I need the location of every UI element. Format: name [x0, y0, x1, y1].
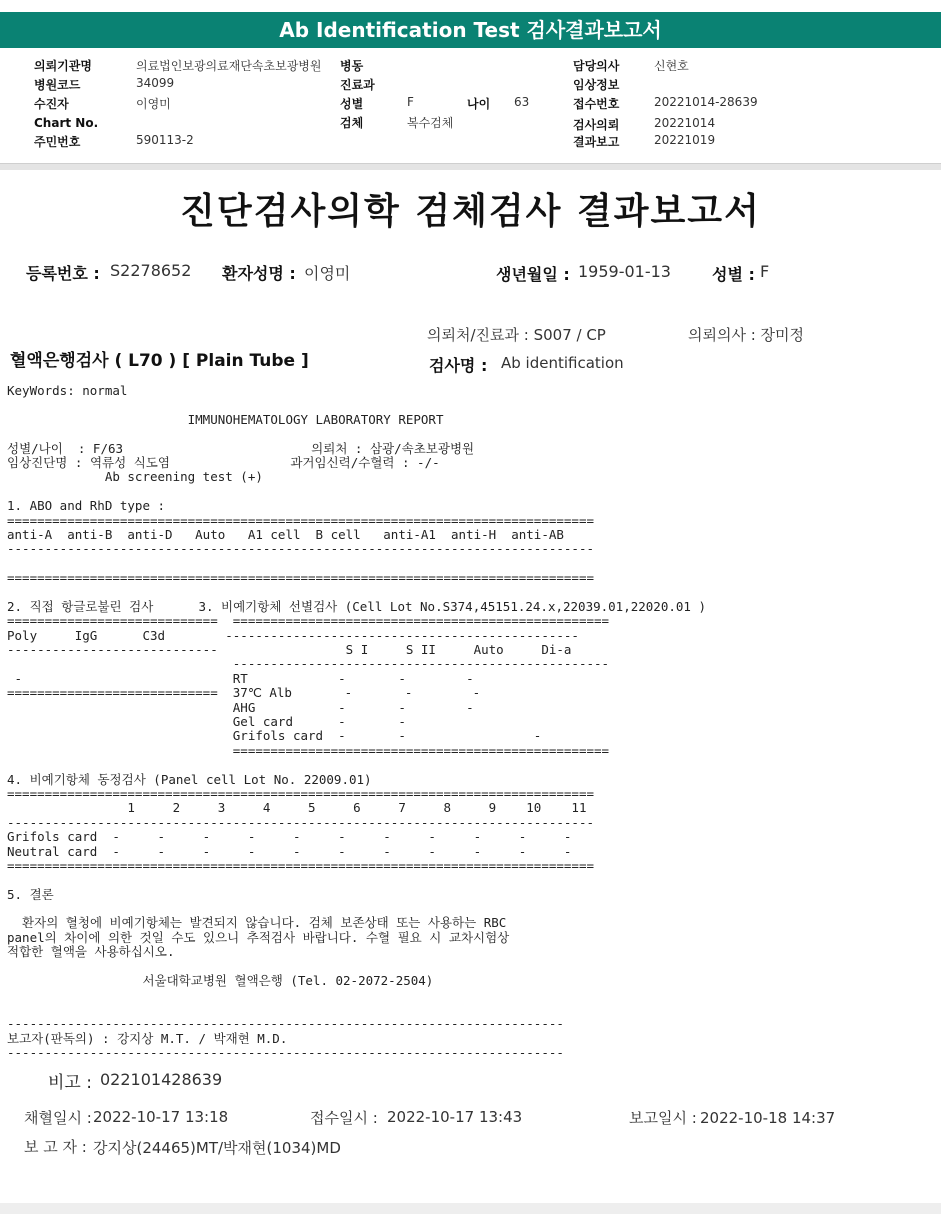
report-line: --------------------------------------------------	[7, 656, 610, 672]
label-registration-no: 등록번호 :	[26, 264, 100, 283]
report-line	[7, 1003, 937, 1017]
referring-doctor: 의뢰의사 : 장미정	[688, 326, 805, 344]
report-line: 4. 비예기항체 동정검사 (Panel cell Lot No. 22009.01)	[7, 771, 372, 787]
report-line: Gel card - -	[7, 713, 406, 729]
footer-bar	[0, 1203, 941, 1214]
value-result-report: 20221019	[654, 133, 716, 147]
report-line: 5. 결론	[7, 886, 54, 902]
value-receipt-no: 20221014-28639	[654, 95, 758, 109]
report-line	[7, 758, 937, 772]
label-doctor: 담당의사	[573, 59, 620, 73]
value-collection-time: 2022-10-17 13:18	[93, 1108, 229, 1126]
label-birth-date: 생년월일 :	[496, 265, 570, 284]
label-ward: 병동	[340, 59, 364, 73]
referral-department: 의뢰처/진료과 : S007 / CP	[427, 326, 606, 344]
report-line: ============================ 37℃ Alb - - -	[7, 685, 481, 701]
report-line: ============================ ==================================================	[7, 613, 610, 629]
report-line: 서울대학교병원 혈액은행 (Tel. 02-2072-2504)	[7, 973, 434, 989]
label-report-time: 보고일시 :	[629, 1109, 697, 1127]
report-line	[7, 960, 937, 974]
report-line: Neutral card - - - - - - - - - - -	[7, 843, 572, 859]
value-hospital-code: 34099	[136, 76, 175, 90]
label-test-name: 검사명 :	[429, 356, 488, 375]
label-specimen: 검체	[340, 116, 364, 130]
label-test-request: 검사의뢰	[573, 118, 620, 132]
report-body	[7, 384, 937, 1060]
report-line: ---------------------------- S I S II Auto Di-a	[7, 642, 572, 658]
value-doctor: 신현호	[654, 59, 689, 73]
label-sex: 성별	[340, 97, 364, 111]
report-line: ------------------------------------------------------------------------------	[7, 814, 594, 830]
label-patient-name: 환자성명 :	[222, 264, 296, 283]
value-birth-date: 1959-01-13	[578, 262, 671, 281]
header-divider	[0, 163, 941, 170]
value-patient: 이영미	[136, 97, 171, 111]
report-line: ==============================================================================	[7, 857, 594, 873]
report-line: ==================================================	[7, 742, 610, 758]
label-sex-main: 성별 :	[712, 265, 755, 284]
label-resident-no: 주민번호	[34, 135, 81, 149]
report-line: Grifols card - - -	[7, 728, 542, 744]
label-collection-time: 채혈일시 :	[24, 1109, 92, 1127]
report-line: Ab screening test (+)	[7, 469, 263, 485]
report-line: 적합한 혈액을 사용하십시오.	[7, 944, 175, 960]
report-line: Poly IgG C3d -----------------------------------------------	[7, 627, 579, 643]
value-specimen: 복수검체	[407, 116, 454, 130]
label-result-report: 결과보고	[573, 135, 620, 149]
value-resident-no: 590113-2	[136, 133, 194, 147]
label-reporter: 보 고 자 :	[24, 1138, 87, 1156]
blood-bank-test: 혈액은행검사 ( L70 ) [ Plain Tube ]	[10, 351, 309, 371]
value-test-name: Ab identification	[501, 354, 624, 372]
value-age: 63	[514, 95, 530, 109]
report-line	[7, 557, 937, 571]
report-line: 2. 직접 항글로불린 검사 3. 비예기항체 선별검사 (Cell Lot No.S374,45151.24.x,22039.01,22020.01 )	[7, 598, 706, 614]
report-line: AHG - - -	[7, 699, 474, 715]
report-line: 1. ABO and RhD type :	[7, 498, 166, 514]
report-line: - RT - - -	[7, 670, 474, 686]
report-line: ------------------------------------------------------------------------------	[7, 541, 594, 557]
report-line: 환자의 혈청에 비예기항체는 발견되지 않습니다. 검체 보존상태 또는 사용하는 RBC	[7, 915, 507, 931]
value-institution: 의료법인보광의료재단속초보광병원	[136, 59, 322, 73]
label-chart-no: Chart No.	[34, 116, 99, 130]
label-institution: 의뢰기관명	[34, 59, 92, 73]
label-clinical-info: 임상정보	[573, 78, 620, 92]
label-note: 비고 :	[48, 1073, 92, 1093]
report-line: anti-A anti-B anti-D Auto A1 cell B cell anti-A1 anti-H anti-AB	[7, 526, 564, 542]
report-line: ==============================================================================	[7, 785, 594, 801]
label-hospital-code: 병원코드	[34, 78, 81, 92]
report-line: ==============================================================================	[7, 570, 594, 586]
report-line: Grifols card - - - - - - - - - - -	[7, 829, 572, 845]
report-line: panel의 차이에 의한 것일 수도 있으니 추적검사 바랍니다. 수혈 필요 시 교차시험상	[7, 929, 510, 945]
report-line	[7, 585, 937, 599]
report-line: 성별/나이 : F/63 의뢰처 : 삼광/속초보광병원	[7, 440, 475, 456]
report-line	[7, 902, 937, 916]
document-title: 진단검사의학 검체검사 결과보고서	[180, 191, 761, 232]
report-line: IMMUNOHEMATOLOGY LABORATORY REPORT	[7, 411, 444, 427]
value-sex-main: F	[760, 262, 770, 281]
label-age: 나이	[467, 97, 491, 111]
value-test-request: 20221014	[654, 116, 716, 130]
report-line	[7, 485, 937, 499]
label-receipt-time: 접수일시 :	[310, 1109, 378, 1127]
value-patient-name: 이영미	[304, 264, 351, 283]
report-line: ==============================================================================	[7, 512, 594, 528]
banner-title: Ab Identification Test 검사결과보고서	[279, 18, 662, 42]
label-receipt-no: 접수번호	[573, 97, 620, 111]
report-line: --------------------------------------------------------------------------	[7, 1016, 564, 1032]
report-line: 1 2 3 4 5 6 7 8 9 10 11	[7, 800, 587, 816]
report-line: 임상진단명 : 역류성 식도염 과거임신력/수혈력 : -/-	[7, 454, 440, 470]
value-report-time: 2022-10-18 14:37	[700, 1109, 836, 1127]
report-line: --------------------------------------------------------------------------	[7, 1044, 564, 1060]
value-sex: F	[407, 95, 414, 109]
value-note: 022101428639	[100, 1070, 223, 1089]
report-line: 보고자(판독의) : 강지상 M.T. / 박재현 M.D.	[7, 1030, 288, 1046]
value-registration-no: S2278652	[110, 261, 192, 280]
value-reporter: 강지상(24465)MT/박재현(1034)MD	[93, 1139, 341, 1157]
label-patient: 수진자	[34, 97, 69, 111]
report-line	[7, 988, 937, 1002]
label-department: 진료과	[340, 78, 375, 92]
report-line: KeyWords: normal	[7, 383, 128, 398]
report-line	[7, 427, 937, 441]
report-line	[7, 873, 937, 887]
value-receipt-time: 2022-10-17 13:43	[387, 1108, 523, 1126]
report-line	[7, 398, 937, 412]
